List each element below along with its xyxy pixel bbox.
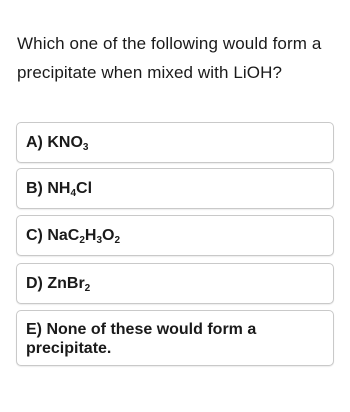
option-c-letter: C) (26, 226, 43, 244)
option-c[interactable] (16, 215, 334, 256)
option-a-letter: A) (26, 133, 43, 151)
option-e-line-1: None of these would form a (46, 321, 257, 338)
option-e-letter: E) (26, 321, 42, 338)
option-b-letter: B) (26, 179, 43, 197)
question-text (17, 29, 337, 87)
option-d[interactable] (16, 263, 334, 304)
option-e-line-2: precipitate. (26, 340, 112, 357)
option-e[interactable] (16, 310, 334, 366)
question-line-1: Which one of the following would form a (17, 34, 322, 53)
option-d-formula: ZnBr$_2$ (47, 274, 91, 294)
question-line-2: precipitate when mixed with LiOH? (17, 63, 283, 82)
option-d-letter: D) (26, 274, 43, 292)
option-e-text (26, 320, 256, 358)
option-a[interactable] (16, 122, 334, 163)
option-c-formula: $NaC_2H_3O_2$ (47, 226, 121, 246)
option-b[interactable] (16, 168, 334, 209)
option-b-formula: $NH_4Cl$ (47, 179, 93, 199)
option-a-formula: $KNO_3$ (47, 133, 89, 153)
